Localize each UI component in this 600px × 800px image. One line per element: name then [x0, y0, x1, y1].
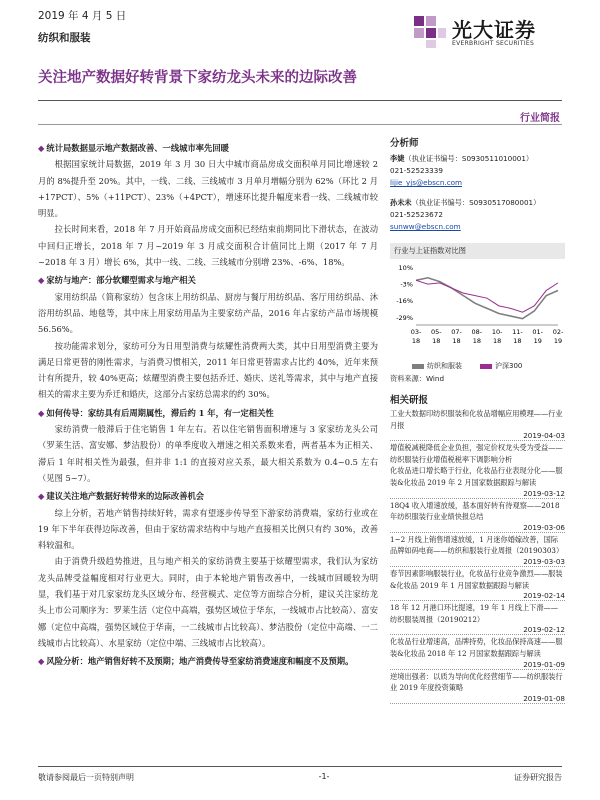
x-tick-label: 18 [472, 337, 481, 345]
title-divider [38, 100, 562, 101]
analyst-phone: 021-52523672 [390, 210, 443, 219]
cert-label: （执业证书编号： [411, 198, 470, 207]
legend-label: 纺织和服装 [427, 362, 462, 370]
legend-swatch [412, 364, 424, 369]
y-tick-label: -16% [396, 297, 413, 306]
y-tick-label: -29% [396, 313, 413, 322]
related-report-date: 2019-03-03 [390, 557, 565, 567]
source-value: Wind [425, 374, 445, 383]
related-report-date: 2019-04-03 [390, 431, 565, 441]
related-report-date: 2019-01-09 [390, 660, 565, 670]
paragraph: 家用纺织品（简称家纺）包含床上用纺织品、厨房与餐厅用纺织品、客厅用纺织品、沐浴用纺织品、地毯等，其中床上用家纺用品为主要家纺产品，2016 年占家纺产品市场规模 56.56%。 [38, 291, 378, 335]
cert-number: S0930511010001 [461, 154, 526, 163]
analyst-email[interactable]: lijie_yjs@ebscn.com [390, 178, 463, 187]
chart-source [390, 374, 565, 384]
related-report-title[interactable]: 化妆品行业增速高，品牌持势，化妆品保持高速——服装&化妆品 2018 年 12 月国家数据跟踪与解读 [390, 637, 563, 658]
related-report-title[interactable]: 春节因素影响服装行业，化妆品行业竞争激烈——服装&化妆品 2019 年 1 月国家数据跟踪与解读 [390, 568, 563, 590]
x-tick-label: 03- [410, 328, 422, 336]
x-tick-label: 07- [451, 328, 462, 336]
cert-end: ） [533, 198, 541, 207]
x-tick-label: 11- [512, 328, 523, 336]
type-divider [38, 124, 562, 125]
paragraph: 按功能需求划分，家纺可分为日用型消费与炫耀性消费两大类，其中日用型消费主要为满足日常更替的刚性需求，与消费习惯相关，2011 年日常更替需求占比约 40%，近年来预计有所提升，较 40%更高；炫耀型消费主要包括乔迁、婚庆、送礼等需求，其中与地产直接相关的需求主要为乔迁和婚庆，这部分占家纺总需求的约 30%。 [38, 340, 378, 400]
chart-legend [390, 361, 565, 371]
related-report-title[interactable]: 工业大数据印纺织服装和化妆品增幅应用模理——行业月报 [390, 409, 563, 430]
related-report-date: 2019-03-12 [390, 489, 565, 499]
industry-label: 纺织和服装 [38, 32, 91, 44]
x-tick-label: 18 [493, 337, 502, 345]
related-heading: 相关研报 [390, 395, 429, 406]
paragraph: 根据国家统计局数据，2019 年 3 月 30 日大中城市商品房成交面积单月同比增速较 2 月的 8%提升至 20%。其中，一线、二线、三线城市 3 月单月增幅分别为 62%（环比 2 月+17PCT）、5%（+11PCT）、23%（+4PCT），增速环比提升幅度来看一线、二线城市较明显。 [38, 159, 378, 219]
x-tick-label: 19 [553, 337, 563, 345]
section-heading: ◆ 家纺与地产：部分软耀型需求与地产相关 [38, 272, 378, 288]
paragraph: 综上分析，若地产销售持续好转，需求有望逐步传导至下游家纺消费端，家纺行业或在 19 年下半年获得边际改善，但由于家纺需求结构中与地产直接相关比例只有约 30%，改善料较温和。 [38, 507, 378, 551]
chart-title: 行业与上证指数对比图 [390, 243, 565, 259]
related-report-date: 2019-01-08 [390, 694, 565, 704]
report-title: 关注地产数据好转背景下家纺龙头未来的边际改善 [38, 70, 357, 86]
section-heading: ◆ 统计局数据显示地产数据改善、一线城市率先回暖 [38, 140, 378, 156]
analysts-heading: 分析师 [390, 138, 419, 149]
x-tick-label: 05- [430, 328, 442, 336]
sidebar [390, 135, 565, 705]
x-tick-label: 18 [452, 337, 461, 345]
company-logo [412, 12, 552, 54]
related-report-title[interactable]: 逆境出强者：以质为导向优化经营细节——纺织服装行业 2019 年度投资策略 [390, 671, 563, 693]
logo-icon [412, 12, 448, 50]
logo-cn-text: 光大证券 [452, 18, 536, 42]
x-tick-label: 19 [533, 337, 542, 345]
related-report-title[interactable]: 18Q4 收入增速放缓，基本面好转有待观察——2018 年纺织服装行业业绩快报总结 [390, 500, 560, 522]
index-chart [390, 243, 565, 384]
y-tick-label: -3% [400, 280, 413, 289]
paragraph: 家纺消费一般滞后于住宅销售 1 年左右。若以住宅销售面积增速与 3 家家纺龙头公司（罗莱生活、富安娜、梦洁股份）的单季度收入增速之相关系数来看，两者基本为正相关、滞后 1 年时相关性为最强，但并非 1:1 的直接对应关系，最大相关系数为 0.4~0.5 左右（见图 5~7）。 [38, 424, 378, 483]
legend-swatch [480, 364, 492, 369]
related-report-title[interactable]: 化妆品进口增长略于行业，化妆品行业表现分化——服装&化妆品 2019 年 2 月国家数据跟踪与解读 [390, 466, 563, 487]
main-body [38, 138, 378, 670]
footer-divider [38, 766, 562, 767]
legend-label: 沪深300 [495, 362, 523, 370]
related-report-title[interactable]: 增值税减税降低企业负担，强定价权龙头受为受益——纺织服装行业增值税税率下调影响分析 [390, 443, 563, 464]
section-heading: ◆ 如何传导：家纺具有后周期属性，滞后约 1 年，有一定相关性 [38, 405, 378, 421]
related-report-date: 2019-03-06 [390, 523, 565, 533]
page-number: -1- [318, 772, 330, 781]
analyst-card [390, 153, 565, 189]
logo-en-text: EVERBRIGHT SECURITIES [452, 40, 535, 47]
x-tick-label: 08- [471, 328, 483, 336]
report-type: 行业简报 [520, 113, 560, 124]
x-tick-label: 18 [432, 337, 441, 345]
paragraph: 拉长时间来看，2018 年 7 月开始商品房成交面积已经结束前期同比下滑状态，在波动中回归正增长，2018 年 7 月~2019 年 3 月成交面积合计值同比上期（2017 年 7 月~2018 年 3 月）增长 6%，其中一线、二线、三线城市分别增 23%、-6%、18%。 [38, 224, 378, 268]
related-report-date: 2019-02-14 [390, 591, 565, 601]
analyst-name: 李婕 [390, 154, 405, 163]
legend-item [412, 361, 462, 371]
legend-item [480, 361, 522, 371]
analyst-email[interactable]: sunww@ebscn.com [390, 222, 461, 231]
source-label: 资料来源： [390, 374, 426, 383]
related-reports [390, 392, 565, 704]
x-tick-label: 02- [552, 328, 564, 336]
related-report-title[interactable]: 1~2 月线上销售增速放缓，1 月迷你婚嫁改善，国际品牌如码电商——纺织和服装行业周报（20190303） [390, 534, 564, 556]
analyst-card [390, 197, 565, 233]
related-report-date: 2019-02-12 [390, 625, 565, 635]
report-date: 2019 年 4 月 5 日 [38, 10, 127, 22]
risk-heading: ◆ 风险分析：地产销售好转不及预期；地产消费传导至家纺消费速度和幅度不及预期。 [38, 653, 378, 669]
cert-end: ） [525, 154, 534, 163]
section-heading: ◆ 建议关注地产数据好转带来的边际改善机会 [38, 488, 378, 504]
paragraph: 由于消费升级趋势推进，且与地产相关的家纺消费主要基于炫耀型需求，我们认为家纺龙头品牌受益幅度相对行业更大。同时，由于本轮地产销售改善中，一线城市回暖较为明显，我们基于对几家家纺龙头区域分布、经营模式、定位等方面综合分析，建议关注家纺龙头上市公司顺序为：罗莱生活（定位中高端，强势区域位于华东，一线城市占比较高）、富安娜（定位中高端，强势区域位于华南，一二线城市占比较高）、梦洁股份（定位中高端、一二线城市占比较高）、水星家纺（定位中端、三线城市占比较高）。 [38, 556, 378, 648]
y-tick-label: 10% [398, 264, 413, 273]
cert-label: （执业证书编号： [404, 154, 462, 163]
x-tick-label: 18 [411, 337, 421, 345]
x-tick-label: 01- [532, 328, 544, 336]
related-report-title[interactable]: 18 年 12 月港口环比提速，19 年 1 月线上下滑——纺织服装周报（20190212） [390, 603, 558, 624]
chart-svg [390, 259, 565, 355]
analyst-phone: 021-52523339 [390, 166, 443, 175]
footer [38, 772, 562, 783]
x-tick-label: 10- [491, 328, 503, 336]
x-tick-label: 18 [513, 337, 522, 345]
cert-number: S0930517080001 [469, 198, 534, 207]
analyst-name: 孙未未 [390, 198, 412, 207]
footer-brand: 证券研究报告 [514, 773, 562, 782]
disclaimer-link[interactable]: 敬请参阅最后一页特别声明 [38, 773, 134, 782]
